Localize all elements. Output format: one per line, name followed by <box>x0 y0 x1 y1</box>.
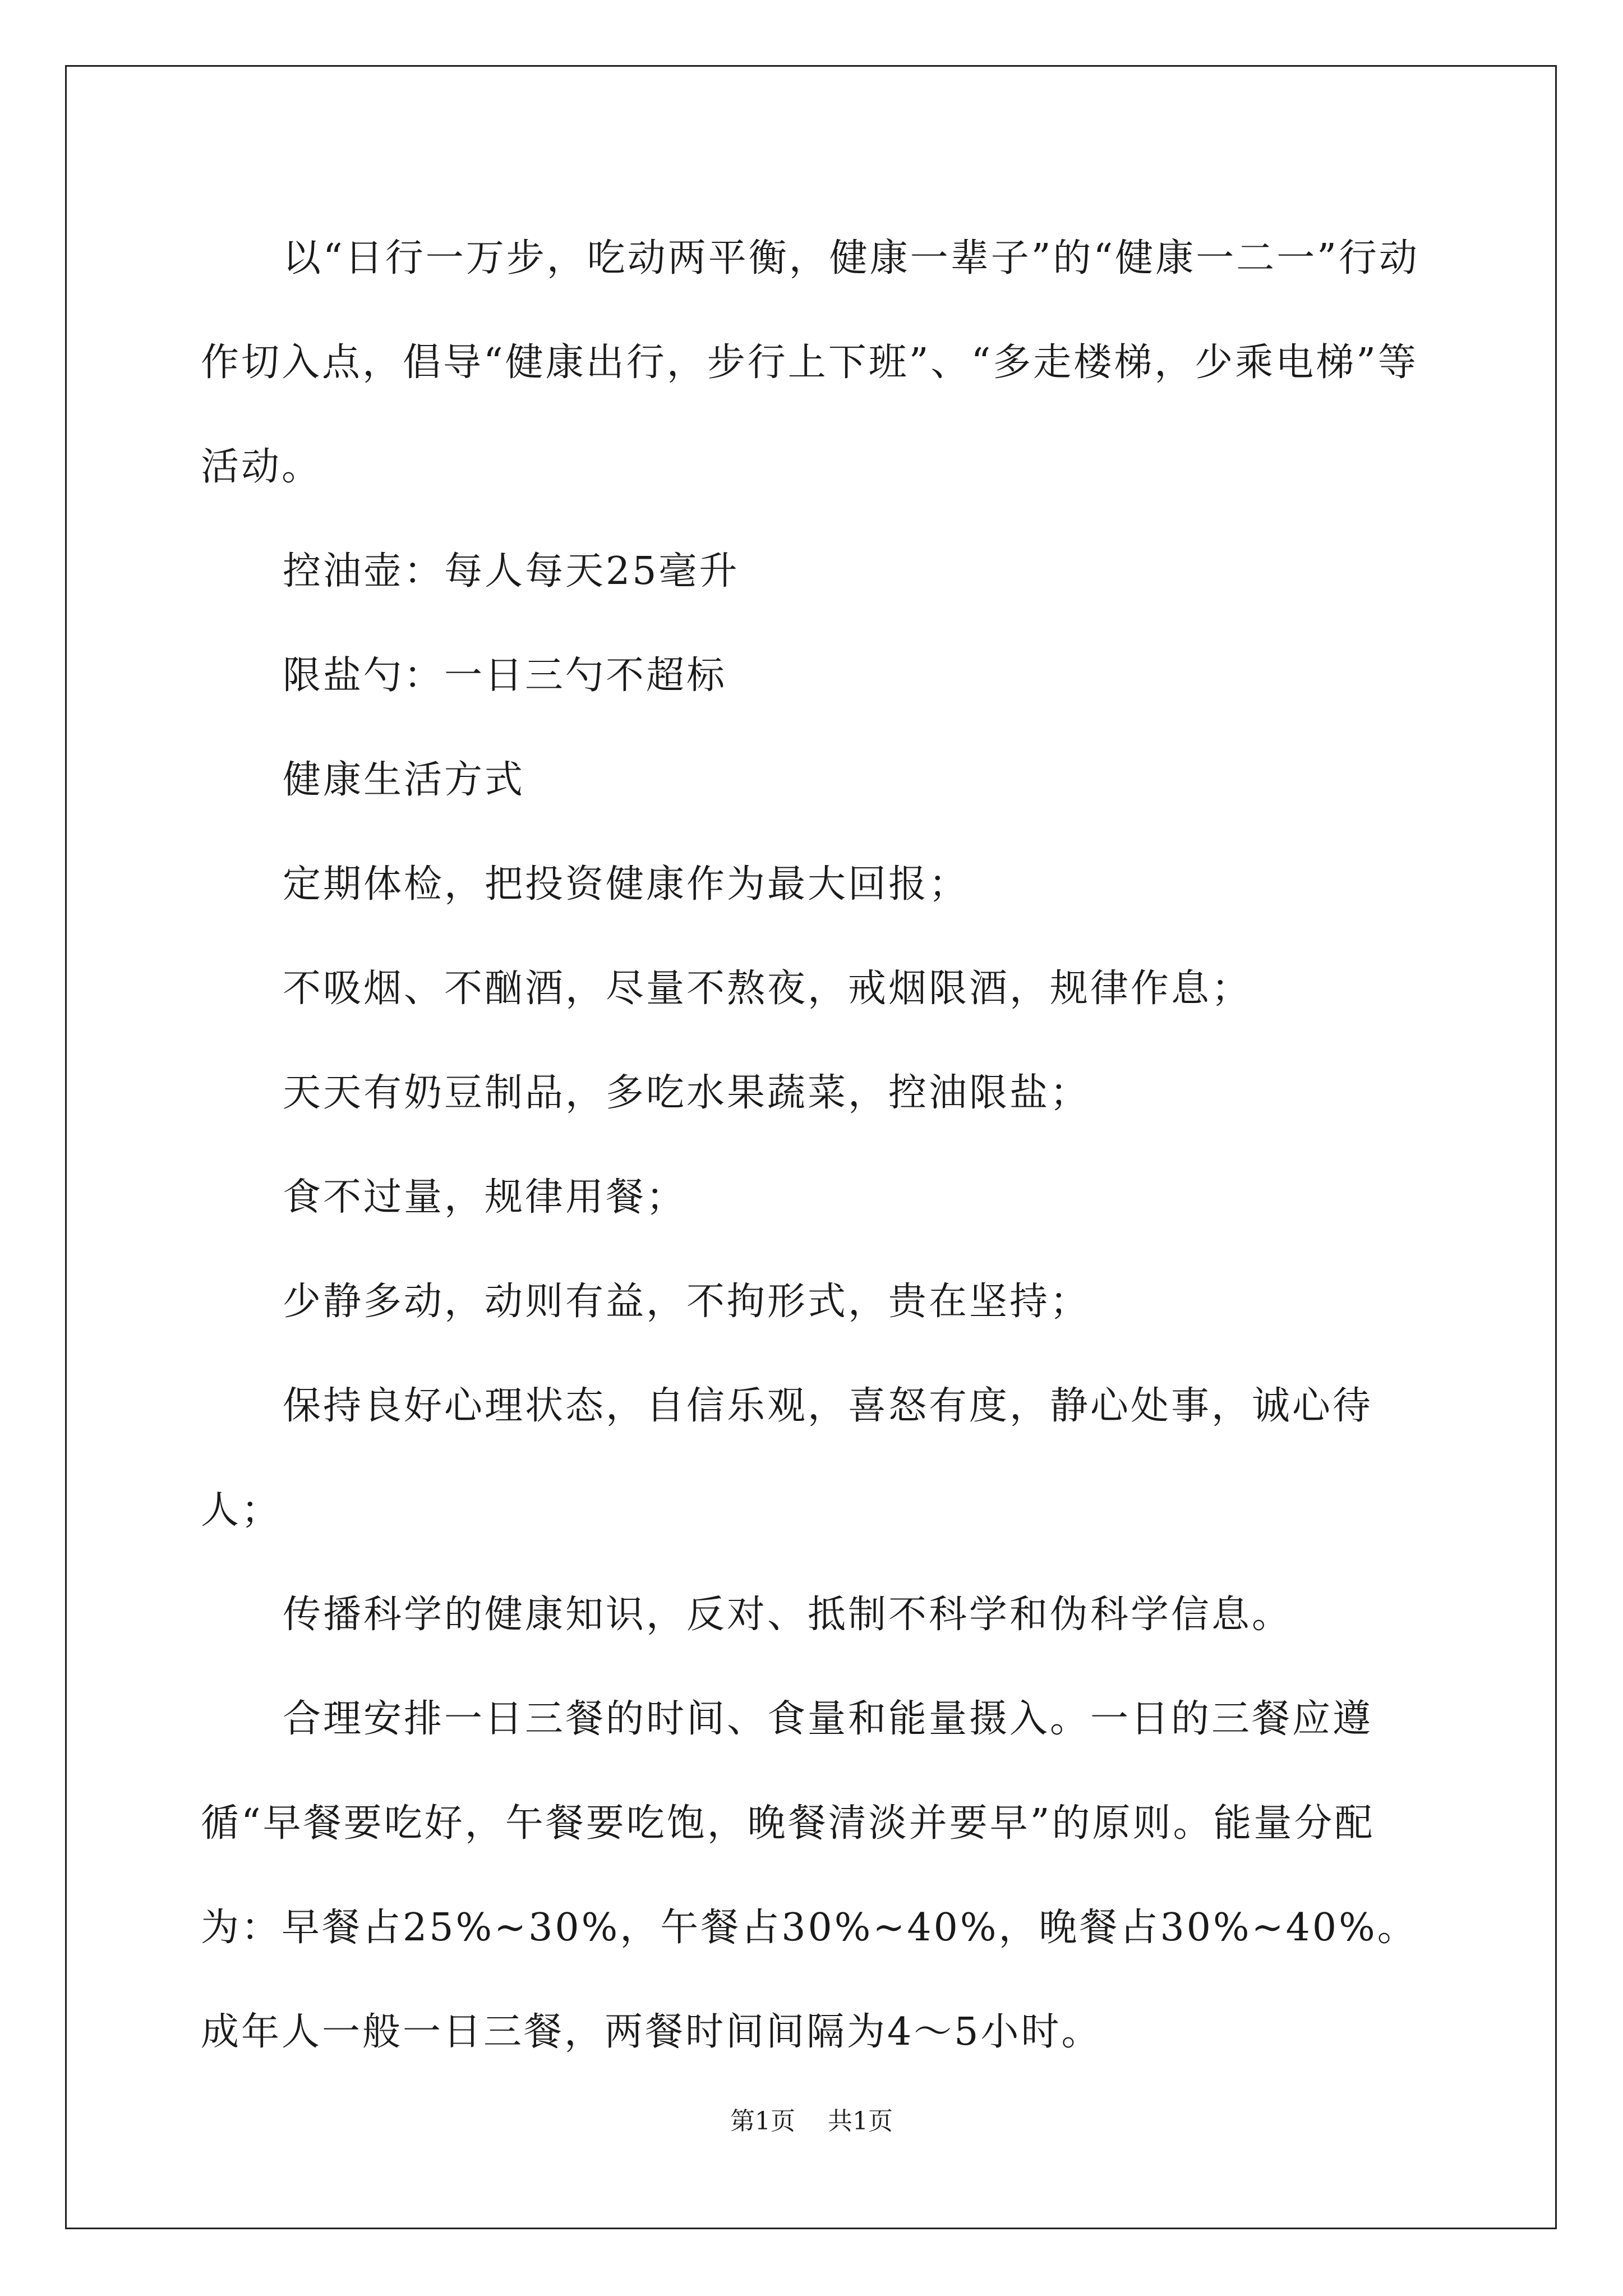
document-body <box>201 206 1446 2085</box>
paragraph-meals-regular: 食不过量，规律用餐； <box>283 1175 687 1220</box>
paragraph-salt-spoon: 限盐勺：一日三勺不超标 <box>283 654 727 698</box>
paragraph-oil-pot: 控油壶：每人每天25毫升 <box>283 549 740 593</box>
page-number-total: 共1页 <box>828 2107 893 2136</box>
paragraph-health-121: 以“日行一万步，吃动两平衡，健康一辈子”的“健康一二一”行动作切入点，倡导“健康出行，步行上下班”、“多走楼梯，少乘电梯”等活动。 <box>201 236 1420 489</box>
paragraph-three-meals: 合理安排一日三餐的时间、食量和能量摄入。一日的三餐应遵循“早餐要吃好，午餐要吃饱，晚餐清淡并要早”的原则。能量分配为：早餐占25%~30%，午餐占30%~40%，晚餐占30%~40%。成年人一般一日三餐，两餐时间间隔为4～5小时。 <box>201 1697 1418 2054</box>
page-footer <box>0 2105 1623 2138</box>
paragraph-exercise: 少静多动，动则有益，不拘形式，贵在坚持； <box>283 1280 1091 1324</box>
paragraph-diet: 天天有奶豆制品，多吃水果蔬菜，控油限盐； <box>283 1071 1091 1115</box>
section-heading-lifestyle: 健康生活方式 <box>283 758 525 802</box>
paragraph-mental: 保持良好心理状态，自信乐观，喜怒有度，静心处事，诚心待人； <box>201 1384 1373 1533</box>
paragraph-checkup: 定期体检，把投资健康作为最大回报； <box>283 862 970 907</box>
paragraph-science: 传播科学的健康知识，反对、抵制不科学和伪科学信息。 <box>283 1593 1293 1637</box>
page-number-current: 第1页 <box>730 2107 795 2136</box>
paragraph-no-smoking: 不吸烟、不酗酒，尽量不熬夜，戒烟限酒，规律作息； <box>283 967 1252 1011</box>
